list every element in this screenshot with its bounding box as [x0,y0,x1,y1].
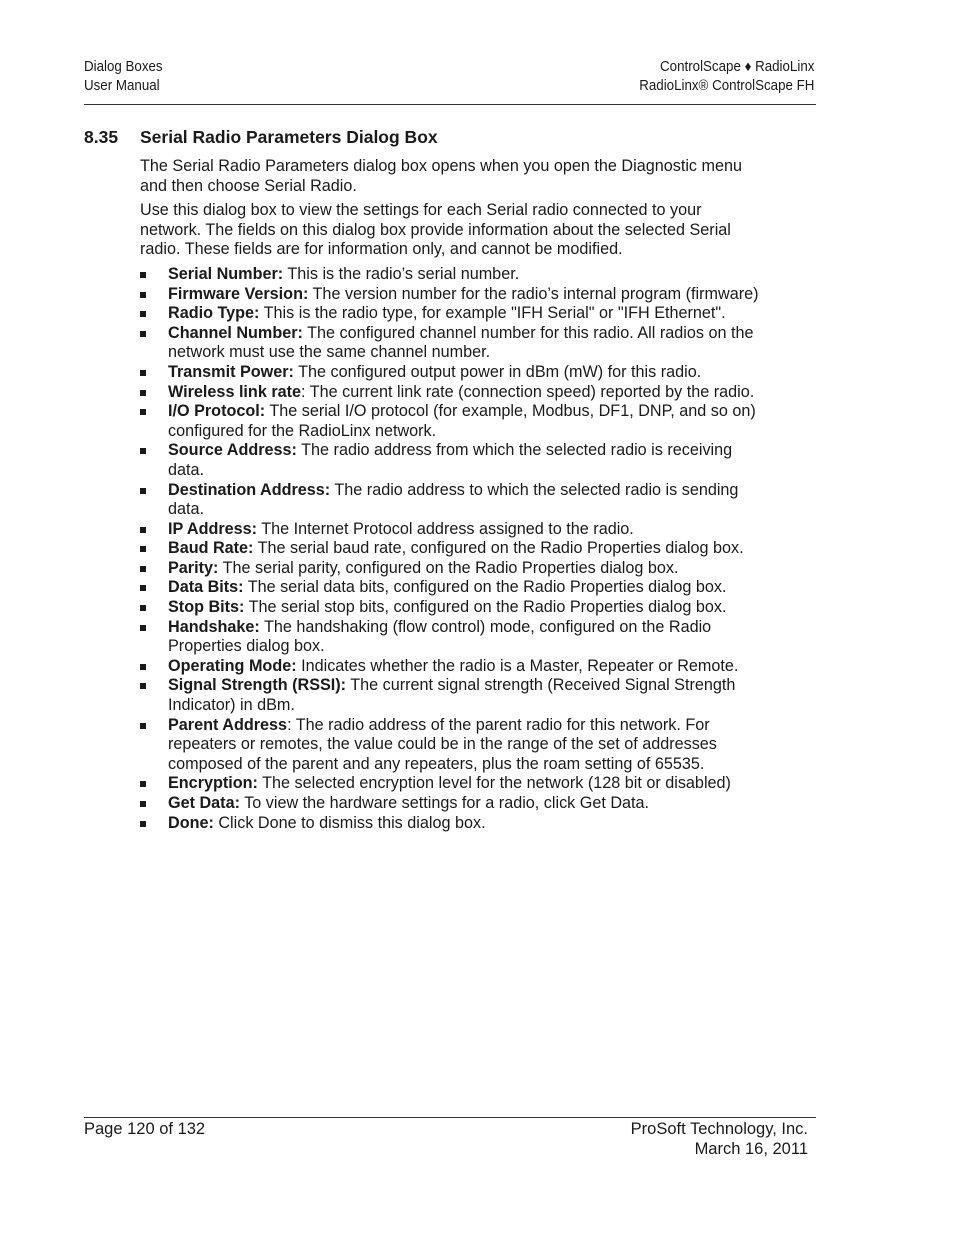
field-description: This is the radio type, for example "IFH Serial" or "IFH Ethernet". [259,304,726,323]
field-list-item [140,265,760,285]
field-term: Baud Rate: [168,539,254,558]
field-list-item [140,814,760,834]
field-list-item [140,794,760,814]
field-term: Serial Number: [168,264,284,283]
header-product-name: RadioLinx® ControlScape FH [638,78,814,94]
field-term: Signal Strength (RSSI): [168,676,347,695]
field-description: This is the radio’s serial number. [283,264,520,283]
header-manual-type: User Manual [84,78,160,94]
square-bullet-icon [140,664,146,670]
square-bullet-icon [140,311,146,317]
field-term: Firmware Version: [168,284,309,303]
field-term: Channel Number: [168,323,303,342]
field-description: The current signal strength (Received Signal Strength Indicator) in dBm. [168,676,736,715]
square-bullet-icon [140,723,146,729]
field-list-item [140,520,760,540]
field-term: Destination Address: [168,480,331,499]
field-list [140,265,760,833]
field-description: The configured channel number for this radio. All radios on the network must use the same channel number. [168,323,754,362]
page-footer-left [84,1119,205,1139]
field-list-item [140,676,760,715]
field-description: The configured output power in dBm (mW) for this radio. [293,362,702,381]
intro-paragraph: The Serial Radio Parameters dialog box opens when you open the Diagnostic menu and then choose Serial Radio. [140,157,742,195]
field-list-item [140,324,760,363]
field-list-item [140,402,760,441]
field-term: IP Address: [168,519,258,538]
page-number: Page 120 of 132 [84,1120,206,1138]
field-description: The serial parity, configured on the Radio Properties dialog box. [218,558,679,577]
square-bullet-icon [140,821,146,827]
square-bullet-icon [140,527,146,533]
field-term: Get Data: [168,794,240,812]
header-chapter: Dialog Boxes [84,59,163,75]
field-list-item [140,618,760,657]
footer-divider [84,1117,816,1118]
field-term: Transmit Power: [168,362,294,381]
field-term: Done: [168,813,214,832]
field-term: Encryption: [168,774,258,793]
field-term: Radio Type: [168,304,260,323]
section-body [140,157,760,833]
field-description: The Internet Protocol address assigned to the radio. [257,519,634,538]
section-title: Serial Radio Parameters Dialog Box [140,127,438,147]
square-bullet-icon [140,585,146,591]
square-bullet-icon [140,370,146,376]
field-list-item [140,657,760,677]
field-list-item [140,774,760,794]
field-description: The radio address from which the selected radio is receiving data. [168,441,733,479]
field-term: Handshake: [168,617,260,636]
section-number: 8.35 [84,127,119,147]
square-bullet-icon [140,546,146,552]
square-bullet-icon [140,801,146,807]
field-list-item [140,481,760,520]
field-list-item [140,716,760,775]
square-bullet-icon [140,409,146,415]
footer-company: ProSoft Technology, Inc. [630,1120,808,1138]
field-list-item [140,578,760,598]
field-description: The serial baud rate, configured on the Radio Properties dialog box. [253,539,744,558]
square-bullet-icon [140,292,146,298]
header-product-line: ControlScape ♦ RadioLinx [659,59,814,75]
field-term: Data Bits: [168,578,244,597]
square-bullet-icon [140,566,146,572]
field-description: The version number for the radio’s internal program (firmware) [308,284,759,303]
square-bullet-icon [140,683,146,689]
section-heading [84,127,438,148]
field-list-item [140,559,760,579]
field-term: Operating Mode: [168,656,297,675]
footer-date: March 16, 2011 [694,1140,808,1158]
page-header-left [84,58,163,96]
field-list-item [140,441,760,480]
square-bullet-icon [140,331,146,337]
field-term: Parity: [168,558,219,577]
field-term: I/O Protocol: [168,402,266,421]
square-bullet-icon [140,488,146,494]
header-divider [84,104,816,105]
page-footer-right [631,1119,808,1159]
field-description: : The current link rate (connection speed) reported by the radio. [301,382,755,401]
square-bullet-icon [140,625,146,631]
field-term: Parent Address [168,715,288,734]
field-description: The serial data bits, configured on the Radio Properties dialog box. [243,578,727,597]
square-bullet-icon [140,272,146,278]
field-list-item [140,383,760,403]
field-list-item [140,598,760,618]
field-description: The serial I/O protocol (for example, Modbus, DF1, DNP, and so on) configured for the RadioLinx network. [168,402,756,440]
field-list-item [140,539,760,559]
field-description: The serial stop bits, configured on the Radio Properties dialog box. [244,598,727,617]
square-bullet-icon [140,781,146,787]
field-term: Source Address: [168,441,297,460]
field-list-item [140,285,760,305]
field-description: The selected encryption level for the network (128 bit or disabled) [257,774,731,793]
square-bullet-icon [140,390,146,396]
field-term: Stop Bits: [168,598,245,617]
field-description: Indicates whether the radio is a Master, Repeater or Remote. [296,656,739,675]
description-paragraph: Use this dialog box to view the settings for each Serial radio connected to your network. The fields on this dialog box provide information about the selected Serial radio. These fields are for information only, and cannot be modified. [140,201,731,259]
square-bullet-icon [140,605,146,611]
field-description: The handshaking (flow control) mode, configured on the Radio Properties dialog box. [168,617,712,656]
page-header-right [639,58,814,96]
field-description: Click Done to dismiss this dialog box. [213,813,486,832]
field-description: To view the hardware settings for a radio, click Get Data. [239,794,650,812]
field-list-item [140,304,760,324]
field-list-item [140,363,760,383]
field-description: The radio address to which the selected radio is sending data. [168,480,739,519]
field-term: Wireless link rate [168,382,302,401]
field-description: : The radio address of the parent radio for this network. For repeaters or remotes, the value could be in the range of the set of addresses composed of the parent and any repeaters, plus the roam setting of 65535. [168,715,717,773]
square-bullet-icon [140,448,146,454]
